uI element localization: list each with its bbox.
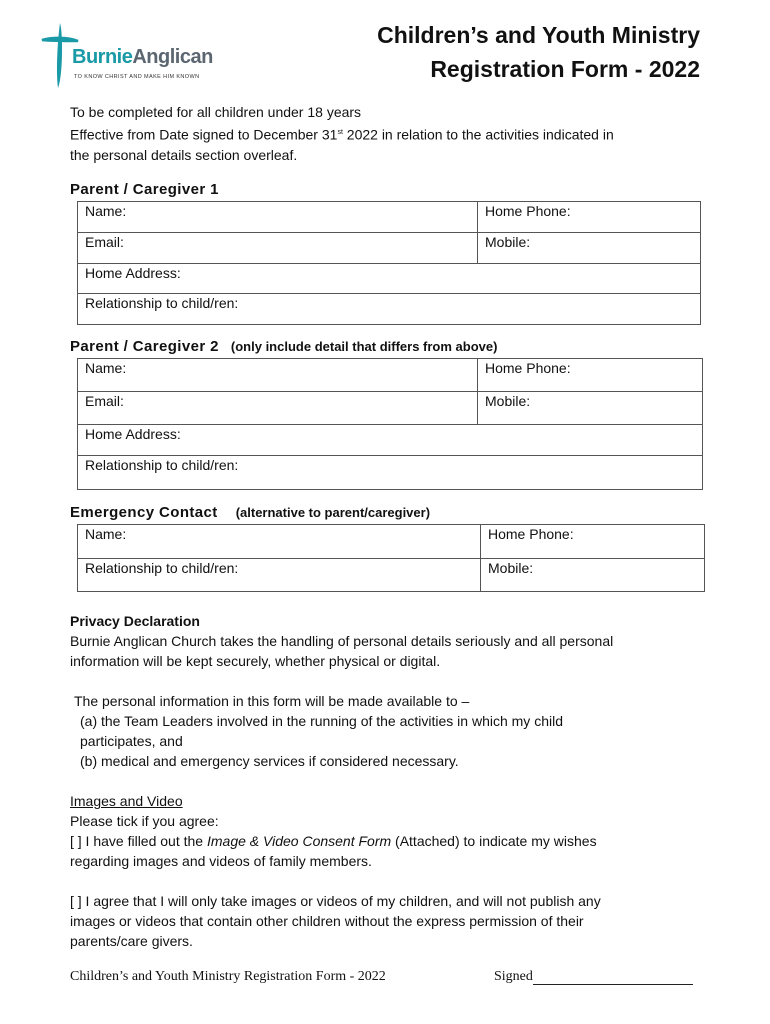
caregiver2-heading: Parent / Caregiver 2 (only include detail that differs from above) [70, 338, 498, 355]
privacy-item-a-line1: (a) the Team Leaders involved in the running of the activities in which my child [80, 713, 563, 729]
images-tick1-line2: regarding images and videos of family members. [70, 853, 372, 869]
caregiver1-heading: Parent / Caregiver 1 [70, 181, 219, 198]
caregiver1-mobile-field[interactable]: Mobile: [478, 233, 701, 264]
caregiver2-email-field[interactable]: Email: [78, 392, 478, 425]
caregiver1-home-phone-field[interactable]: Home Phone: [478, 202, 701, 233]
intro-line-1: To be completed for all children under 18 years [70, 104, 362, 120]
emergency-relationship-field[interactable]: Relationship to child/ren: [78, 559, 481, 592]
title-line-1: Children’s and Youth Ministry [377, 22, 700, 48]
form-title [377, 18, 700, 86]
images-tick2[interactable]: [ ] I agree that I will only take images or videos of my children, and will not publish any [70, 893, 601, 909]
privacy-p1-line1: Burnie Anglican Church takes the handling of personal details seriously and all personal [70, 633, 614, 649]
caregiver1-name-field[interactable]: Name: [78, 202, 478, 233]
caregiver2-name-field[interactable]: Name: [78, 359, 478, 392]
images-heading: Images and Video [70, 793, 183, 809]
images-section [70, 791, 710, 951]
footer-form-name: Children’s and Youth Ministry Registration Form - 2022 [70, 969, 386, 984]
images-tick2-line3: parents/care givers. [70, 933, 193, 949]
intro-text [70, 102, 710, 165]
caregiver2-table [77, 358, 703, 490]
logo-wordmark: BurnieAnglican [72, 46, 213, 68]
burnie-anglican-logo [40, 20, 230, 90]
title-line-2: Registration Form - 2022 [430, 56, 700, 82]
emergency-name-field[interactable]: Name: [78, 525, 481, 559]
intro-line-2: Effective from Date signed to December 31st 2022 in relation to the activities indicated in [70, 126, 614, 143]
caregiver2-note: (only include detail that differs from above) [230, 339, 498, 354]
caregiver1-table [77, 201, 701, 325]
emergency-heading: Emergency Contact (alternative to parent/caregiver) [70, 504, 431, 521]
signature-line[interactable] [533, 971, 693, 985]
privacy-p1-line2: information will be kept securely, whether physical or digital. [70, 653, 441, 669]
emergency-home-phone-field[interactable]: Home Phone: [481, 525, 705, 559]
caregiver2-mobile-field[interactable]: Mobile: [478, 392, 703, 425]
caregiver1-relationship-field[interactable]: Relationship to child/ren: [78, 294, 701, 325]
emergency-note: (alternative to parent/caregiver) [235, 505, 431, 520]
privacy-item-b: (b) medical and emergency services if considered necessary. [80, 753, 459, 769]
privacy-section [70, 611, 710, 771]
emergency-mobile-field[interactable]: Mobile: [481, 559, 705, 592]
intro-line-3: the personal details section overleaf. [70, 146, 298, 163]
privacy-item-a-line2: participates, and [80, 733, 183, 749]
caregiver2-address-field[interactable]: Home Address: [78, 425, 703, 456]
caregiver2-home-phone-field[interactable]: Home Phone: [478, 359, 703, 392]
caregiver1-email-field[interactable]: Email: [78, 233, 478, 264]
emergency-table [77, 524, 705, 592]
images-tick1[interactable]: [ ] I have filled out the Image & Video Consent Form (Attached) to indicate my wishes [70, 833, 597, 849]
privacy-heading: Privacy Declaration [70, 613, 200, 629]
caregiver2-relationship-field[interactable]: Relationship to child/ren: [78, 456, 703, 490]
images-instruction: Please tick if you agree: [70, 813, 219, 829]
logo-tagline: TO KNOW CHRIST AND MAKE HIM KNOWN [74, 74, 200, 80]
caregiver1-address-field[interactable]: Home Address: [78, 264, 701, 294]
images-tick2-line2: images or videos that contain other children without the express permission of their [70, 913, 584, 929]
signed-label: Signed [494, 969, 533, 984]
privacy-p2-line1: The personal information in this form will be made available to – [74, 693, 470, 709]
footer-signature[interactable] [494, 969, 693, 985]
